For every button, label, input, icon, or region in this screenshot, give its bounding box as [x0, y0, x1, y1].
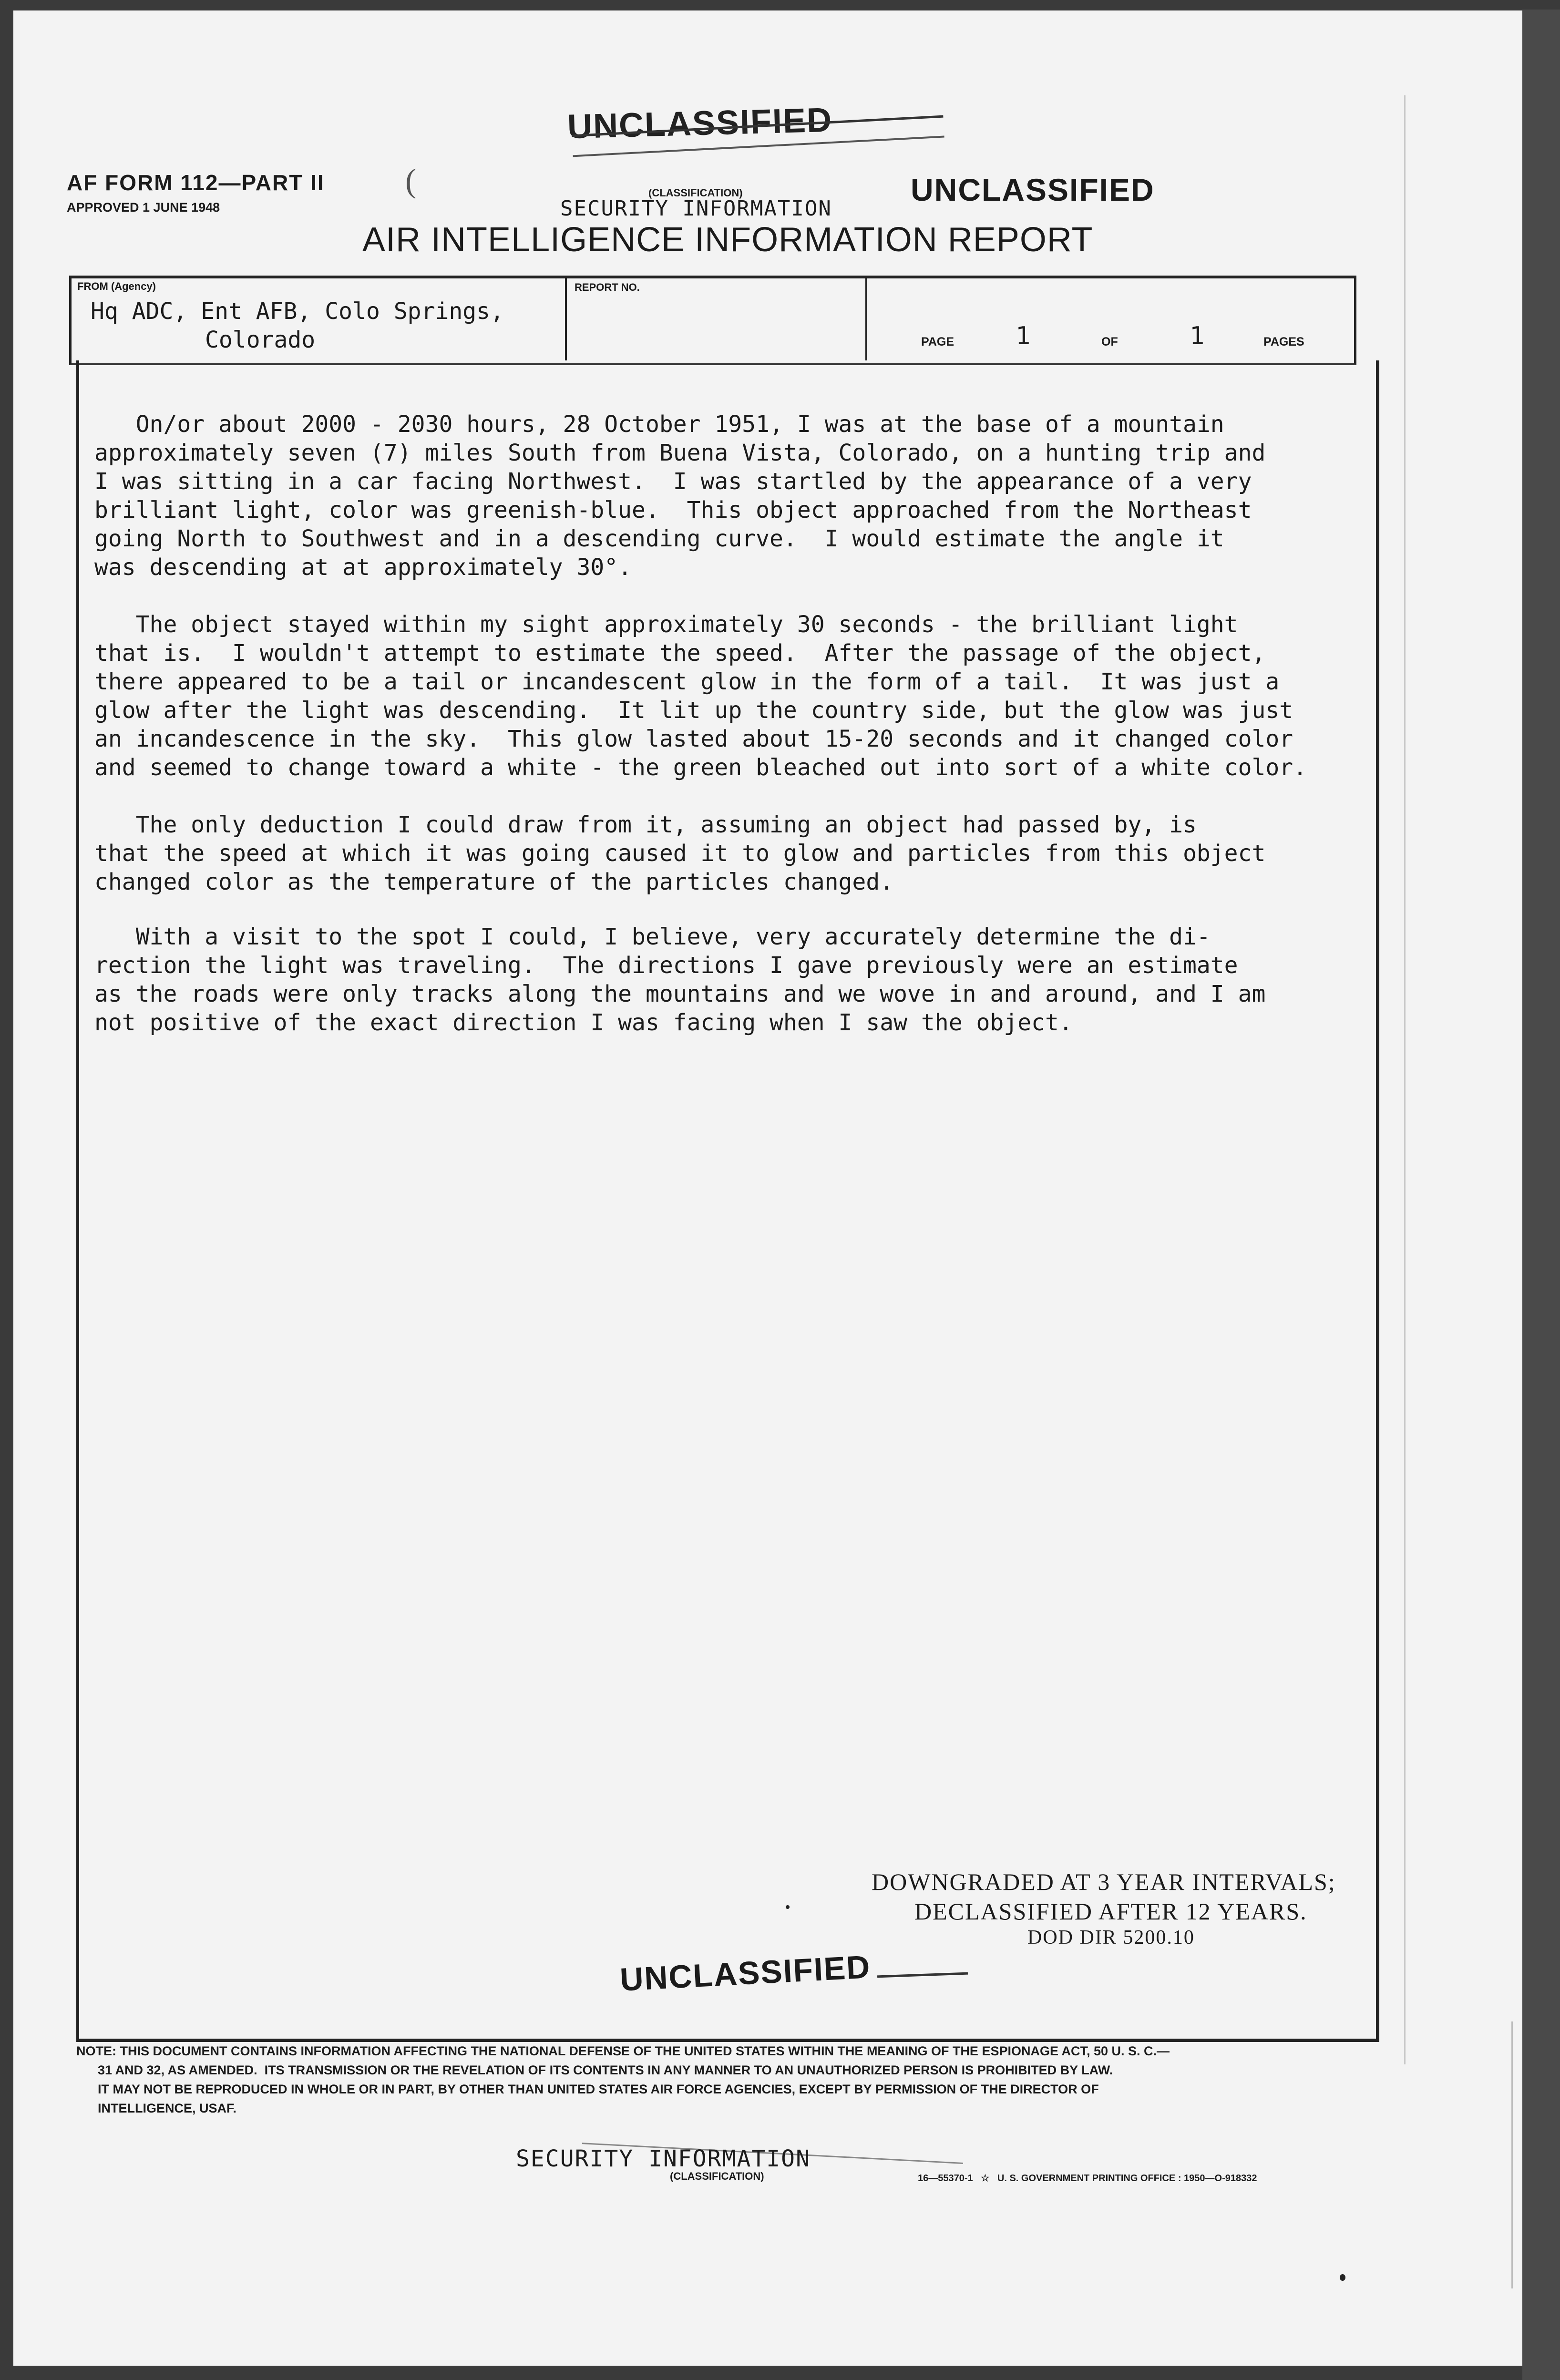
total-pages: 1: [1190, 322, 1205, 350]
handwritten-mark: (: [405, 163, 417, 199]
downgrade-stamp-line3: DOD DIR 5200.10: [1027, 1927, 1195, 1949]
scan-speck: [1340, 2274, 1345, 2281]
page-number: 1: [1016, 322, 1031, 350]
page-label: PAGE: [921, 335, 954, 349]
classification-caption-top: (CLASSIFICATION): [648, 187, 743, 199]
pages-label: PAGES: [1263, 335, 1304, 349]
classification-stamp-top: UNCLASSIFIED: [567, 101, 833, 146]
of-label: OF: [1101, 335, 1118, 349]
security-information-top: SECURITY INFORMATION: [560, 196, 832, 221]
classification-stamp-right: UNCLASSIFIED: [911, 172, 1155, 207]
classification-stamp-bottom: UNCLASSIFIED: [619, 1949, 872, 1998]
security-information-bottom: SECURITY INFORMATION: [516, 2145, 811, 2172]
downgrade-stamp-line1: DOWNGRADED AT 3 YEAR INTERVALS;: [872, 1868, 1336, 1895]
fold-line-lower: [1511, 2021, 1513, 2288]
classification-caption-bottom: (CLASSIFICATION): [670, 2170, 764, 2182]
form-approval-date: APPROVED 1 JUNE 1948: [67, 200, 220, 215]
report-paragraph-2: The object stayed within my sight approximately 30 seconds - the brilliant light that is. I wouldn't attempt to estimate the speed. After the passage of the object, there appeared to be a tail or incandescent glow in the form of a tail. It was just a glow after the light was descending. It lit up the country side, but the glow was just an incandescence in the sky. This glow lasted about 15-20 seconds and it changed color and seemed to change toward a white - the green bleached out into sort of a white color.: [94, 611, 1307, 781]
header-divider: [565, 276, 567, 360]
printing-office-line: 16—55370-1 ☆ U. S. GOVERNMENT PRINTING OFFICE : 1950—O-918332: [918, 2173, 1257, 2184]
fold-line: [1404, 95, 1406, 2064]
from-agency-label: FROM (Agency): [77, 280, 156, 292]
header-divider: [865, 276, 867, 360]
report-title: AIR INTELLIGENCE INFORMATION REPORT: [362, 221, 1093, 259]
scan-speck: [786, 1905, 790, 1909]
downgrade-stamp-line2: DECLASSIFIED AFTER 12 YEARS.: [914, 1898, 1307, 1925]
form-number: AF FORM 112—PART II: [67, 170, 325, 195]
report-paragraph-1: On/or about 2000 - 2030 hours, 28 October 1951, I was at the base of a mountain approximately seven (7) miles South from Buena Vista, Colorado, on a hunting trip and I was sitting in a car facing Northwest. I was startled by the appearance of a very brilliant light, color was greenish-blue. This object approached from the Northeast going North to Southwest and in a descending curve. I would estimate the angle it was descending at at approximately 30°.: [94, 411, 1266, 581]
report-number-label: REPORT NO.: [575, 281, 640, 293]
scan-edge: [1522, 10, 1560, 2380]
report-paragraph-4: With a visit to the spot I could, I believe, very accurately determine the di- rection the light was traveling. The directions I gave previously were an estimate as the roads were only tracks along the mountains and we wove in and around, and I am not positive of the exact direction I was facing when I saw the object.: [94, 923, 1266, 1036]
espionage-act-note: NOTE: THIS DOCUMENT CONTAINS INFORMATION AFFECTING THE NATIONAL DEFENSE OF THE UNITED STATES WITHIN THE MEANING OF THE ESPIONAGE ACT, 50 U. S. C.— 31 AND 32, AS AMENDED. ITS TRANSMISSION OR THE REVELATION OF ITS CONTENTS IN ANY MANNER TO AN UNAUTHORIZED PERSON IS PROHIBITED BY LAW. IT MAY NOT BE REPRODUCED IN WHOLE OR IN PART, BY OTHER THAN UNITED STATES AIR FORCE AGENCIES, EXCEPT BY PERMISSION OF THE DIRECTOR OF INTELLIGENCE, USAF.: [76, 2044, 1170, 2115]
from-agency-value-line2: Colorado: [205, 327, 316, 353]
from-agency-value-line1: Hq ADC, Ent AFB, Colo Springs,: [91, 298, 504, 325]
report-paragraph-3: The only deduction I could draw from it, assuming an object had passed by, is that the speed at which it was going caused it to glow and particles from this object changed color as the temperature of the particles changed.: [94, 811, 1266, 895]
